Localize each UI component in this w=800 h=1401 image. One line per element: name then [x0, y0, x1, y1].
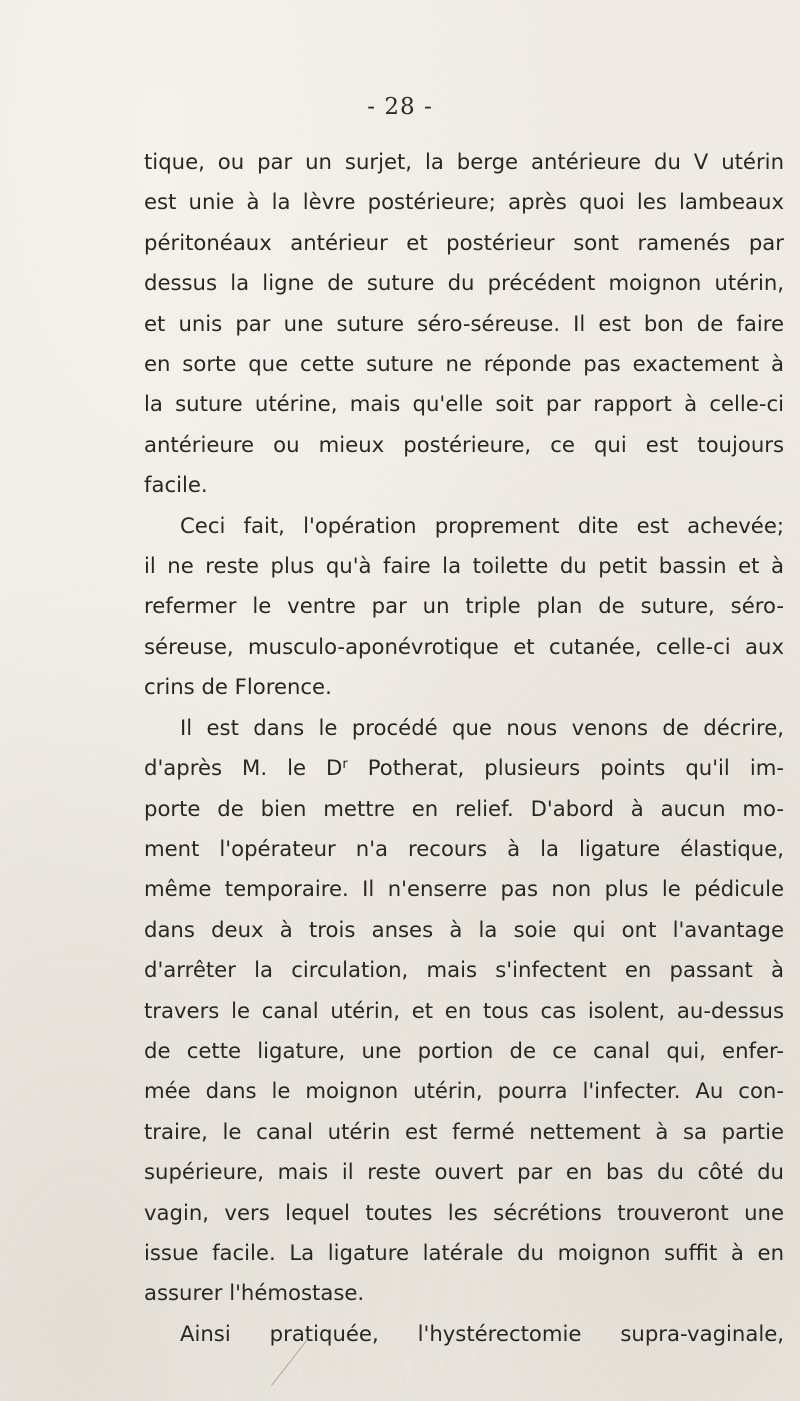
- body-text: [144, 142, 800, 1354]
- text-line-with-superscript: [144, 748, 784, 788]
- text-line: même temporaire. Il n'enserre pas non plus le pédicule: [144, 876, 784, 902]
- text-line: d'arrêter la circulation, mais s'infectent en passant à: [144, 957, 784, 983]
- text-line: péritonéaux antérieur et postérieur sont ramenés par: [144, 229, 784, 255]
- text-line: dans deux à trois anses à la soie qui ont l'avantage: [144, 916, 784, 942]
- text-line: ment l'opérateur n'a recours à la ligature élastique,: [144, 835, 784, 861]
- text-line-paragraph-end: crins de Florence.: [144, 674, 332, 700]
- text-line: de cette ligature, une portion de ce canal qui, enfer-: [144, 1037, 784, 1063]
- text-line-rest: Potherat, plusieurs points qu'il im-: [367, 755, 784, 781]
- text-line-prefix: d'après M. le D: [144, 755, 343, 781]
- text-line: vagin, vers lequel toutes les sécrétions trouveront une: [144, 1199, 784, 1225]
- text-line-paragraph-start: Ceci fait, l'opération proprement dite est achevée;: [180, 512, 784, 538]
- text-line: travers le canal utérin, et en tous cas isolent, au-dessus: [144, 997, 784, 1023]
- text-line: supérieure, mais il reste ouvert par en bas du côté du: [144, 1159, 784, 1185]
- text-line: mée dans le moignon utérin, pourra l'infecter. Au con-: [144, 1078, 784, 1104]
- superscript: r: [342, 757, 348, 773]
- page-number: - 28 -: [367, 94, 433, 120]
- text-line: antérieure ou mieux postérieure, ce qui est toujours: [144, 431, 784, 457]
- text-line: traire, le canal utérin est fermé nettement à sa partie: [144, 1118, 784, 1144]
- text-line: en sorte que cette suture ne réponde pas exactement à: [144, 351, 784, 377]
- text-line: la suture utérine, mais qu'elle soit par rapport à celle-ci: [144, 391, 784, 417]
- text-line: issue facile. La ligature latérale du moignon suffit à en: [144, 1239, 784, 1265]
- text-line: dessus la ligne de suture du précédent moignon utérin,: [144, 270, 784, 296]
- text-line: est unie à la lèvre postérieure; après quoi les lambeaux: [144, 189, 784, 215]
- text-line: porte de bien mettre en relief. D'abord à aucun mo-: [144, 795, 784, 821]
- text-line: séreuse, musculo-aponévrotique et cutanée, celle-ci aux: [144, 633, 784, 659]
- text-line: il ne reste plus qu'à faire la toilette du petit bassin et à: [144, 553, 784, 579]
- text-line-paragraph-end: facile.: [144, 472, 208, 498]
- text-line-paragraph-start: Il est dans le procédé que nous venons de décrire,: [180, 714, 784, 740]
- text-line: et unis par une suture séro-séreuse. Il est bon de faire: [144, 310, 784, 336]
- text-line: tique, ou par un surjet, la berge antérieure du V utérin: [144, 149, 784, 174]
- text-line-paragraph-end: assurer l'hémostase.: [144, 1280, 365, 1306]
- text-line-paragraph-start: Ainsi pratiquée, l'hystérectomie supra-vaginale,: [180, 1320, 784, 1346]
- text-line: refermer le ventre par un triple plan de suture, séro-: [144, 593, 784, 619]
